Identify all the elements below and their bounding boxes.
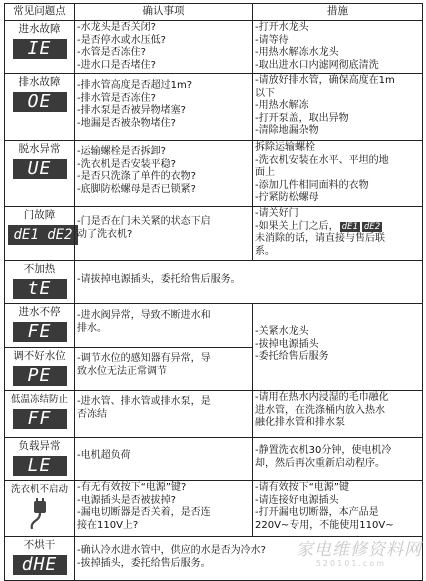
checks-cell <box>75 21 253 74</box>
measure-item: -打开泵盖，取出异物 <box>255 112 349 124</box>
issue-cell <box>5 537 75 581</box>
check-item: -排水泵是否被异物堵塞? <box>77 105 186 116</box>
error-code-display: dE1 dE2 <box>8 225 78 245</box>
check-item: -洗衣机是否安装平稳? <box>77 158 176 170</box>
check-item: -水龙头是否关闭? <box>77 22 156 33</box>
checks-cell <box>75 391 253 438</box>
checks-cell <box>75 74 253 141</box>
measure-item: 以下 <box>255 87 275 99</box>
measure-item: -委托给售后服务 <box>255 351 329 362</box>
check-item: -电机超负荷 <box>77 450 131 461</box>
header-row <box>5 4 423 21</box>
check-item: -排水管高度是否超过1m? <box>77 80 193 91</box>
measure-item: -请等待 <box>255 34 289 46</box>
check-item: -底脚防松螺母是否已锁紧? <box>77 183 196 195</box>
measure-item: -用热水解冻 <box>255 100 309 111</box>
check-item: 动了洗衣机? <box>77 228 133 240</box>
measure-item: 融化排水管和排水泵 <box>255 417 345 428</box>
error-code-display: FF <box>13 409 67 429</box>
issue-cell <box>5 348 75 391</box>
check-item: -电源插头是否被拔掉? <box>77 494 176 506</box>
error-code-display: tE <box>13 279 67 299</box>
issue-name: 低温冻结防止 <box>10 394 68 405</box>
measure-item: -用热水解冻水龙头 <box>255 47 339 58</box>
issue-name: 进水不停 <box>18 306 61 318</box>
error-code-display: LE <box>13 456 67 476</box>
measure-item: 220V~专用，不能使用110V~ <box>255 519 394 531</box>
error-code-inline-de2: dE2 <box>363 221 381 232</box>
measure-item: -如果关上门之后， dE1 dE2 <box>255 220 381 232</box>
error-code-display: IE <box>13 39 67 59</box>
issue-cell <box>5 21 75 74</box>
checks-cell <box>75 304 253 348</box>
measure-item: -请用在热水内浸湿的毛巾融化 <box>255 392 389 403</box>
issue-cell <box>5 207 75 261</box>
issue-cell <box>5 74 75 141</box>
check-item: -门是否在门未关紧的状态下启 <box>77 216 211 227</box>
issue-name: 排水故障 <box>18 76 61 88</box>
measure-item: -拧紧防松螺母 <box>255 192 319 203</box>
error-code-display: OE <box>13 92 67 112</box>
measure-item: -请关好门 <box>255 208 299 219</box>
power-plug-icon <box>20 498 60 532</box>
error-code-display: FE <box>13 322 67 342</box>
check-item: -排水管是否冻住? <box>77 92 156 104</box>
measure-item: 面上 <box>255 167 275 178</box>
troubleshooting-table <box>4 3 423 581</box>
measure-item: -打开漏电切断器，本产品是 <box>255 507 379 518</box>
issue-name: 调不好水位 <box>13 350 66 362</box>
check-item: -运输螺栓是否拆卸? <box>77 146 166 157</box>
check-item: 否冻结 <box>77 408 107 420</box>
checks-cell <box>75 348 253 391</box>
check-item: -请拔掉电源插头，委托给售后服务。 <box>77 274 241 285</box>
issue-cell <box>5 261 75 304</box>
row-water-inlet-fault <box>5 21 423 74</box>
row-door-fault <box>5 207 423 261</box>
check-item: -确认冷水进水管中，供应的水是否为冷水? <box>77 545 266 556</box>
issue-cell <box>5 481 75 537</box>
measure-item: -取出进水口内滤网彻底清洗 <box>255 59 379 71</box>
row-drain-fault <box>5 74 423 141</box>
measures-cell <box>253 207 423 261</box>
row-continuous-inlet <box>5 304 423 348</box>
issue-name: 门故障 <box>23 209 56 221</box>
issue-name: 不烘干 <box>23 539 56 551</box>
check-item: -漏电切断器是否关着，是否连 <box>77 507 211 518</box>
measures-cell <box>253 391 423 438</box>
checks-cell <box>75 261 423 304</box>
watermark-logo: 家电维修资料网 <box>296 540 422 560</box>
error-code-display: dHE <box>13 555 67 575</box>
row-no-heating <box>5 261 423 304</box>
check-item: -进水管、排水管或排水泵，是 <box>77 396 211 407</box>
measure-item: -关紧水龙头 <box>255 326 309 337</box>
header-issue: 常见问题点 <box>5 4 75 21</box>
check-item: 排水。 <box>77 322 107 334</box>
error-code-display: PE <box>13 366 67 386</box>
error-code-inline-de1: dE1 <box>341 221 358 232</box>
check-item: -拔掉插头，委托给售后服务。 <box>77 557 211 569</box>
measure-item: -静置洗衣机30分钟，使电机冷 <box>255 445 392 456</box>
measure-item: -添加几件相同面料的衣物 <box>255 179 369 191</box>
issue-name: 负载异常 <box>18 440 61 452</box>
measure-item: 进水管，在洗涤桶内放入热水 <box>255 404 385 416</box>
measures-cell <box>253 438 423 481</box>
issue-name: 不加热 <box>23 263 56 275</box>
measure-item: 未消除的话，请直接与售后联 <box>255 233 385 244</box>
measure-item: -拔掉电源插头 <box>255 338 319 350</box>
check-item: -有无有效按下“电源”键? <box>77 482 187 493</box>
header-measures: 措施 <box>253 4 423 21</box>
header-checks: 确认事项 <box>75 4 253 21</box>
check-item: -进水口是否堵住? <box>77 59 156 71</box>
measure-item: 拆除运输螺栓 <box>255 142 315 153</box>
issue-cell <box>5 141 75 207</box>
checks-cell <box>75 207 253 261</box>
watermark-url: 520101.com <box>315 559 386 568</box>
checks-cell <box>75 438 253 481</box>
check-item: -是否停水或水压低? <box>77 34 166 46</box>
row-freeze-protection <box>5 391 423 438</box>
issue-cell <box>5 304 75 348</box>
measure-item: -清除地漏杂物 <box>255 125 319 136</box>
issue-name: 进水故障 <box>18 23 61 35</box>
measures-cell <box>253 481 423 537</box>
measures-cell <box>253 74 423 141</box>
check-item: 致水位无法正常调节 <box>77 365 167 377</box>
checks-cell <box>75 481 253 537</box>
measures-cell <box>253 21 423 74</box>
check-item: 接在110V上? <box>77 519 139 531</box>
issue-cell <box>5 438 75 481</box>
measure-item: -请有效按下“电源”键 <box>255 482 349 493</box>
measure-item: -请连接好电源插头 <box>255 494 339 506</box>
row-overload <box>5 438 423 481</box>
check-item: -进水阀异常，导致不断进水和 <box>77 310 211 321</box>
error-code-display: UE <box>13 159 67 179</box>
measure-item: 系。 <box>255 245 275 257</box>
measure-item: -洗衣机安装在水平、平坦的地 <box>255 154 389 166</box>
measure-item: -打开水龙头 <box>255 22 309 33</box>
row-spin-abnormal <box>5 141 423 207</box>
measures-cell <box>253 141 423 207</box>
measure-item: -请放好排水管，确保高度在1m <box>255 75 395 86</box>
check-item: -调节水位的感知器有异常，导 <box>77 353 211 364</box>
issue-name: 脱水异常 <box>18 143 61 155</box>
measures-cell <box>253 304 423 391</box>
row-no-start <box>5 481 423 537</box>
measure-item: 却，然后再次重新启动程序。 <box>255 457 385 469</box>
checks-cell <box>75 141 253 207</box>
check-item: -水管是否冻住? <box>77 47 146 58</box>
issue-cell <box>5 391 75 438</box>
check-item: -是否只洗涤了单件的衣物? <box>77 171 196 182</box>
check-item: -地漏是否被杂物堵住? <box>77 117 176 129</box>
issue-name: 洗衣机不启动 <box>10 484 68 495</box>
